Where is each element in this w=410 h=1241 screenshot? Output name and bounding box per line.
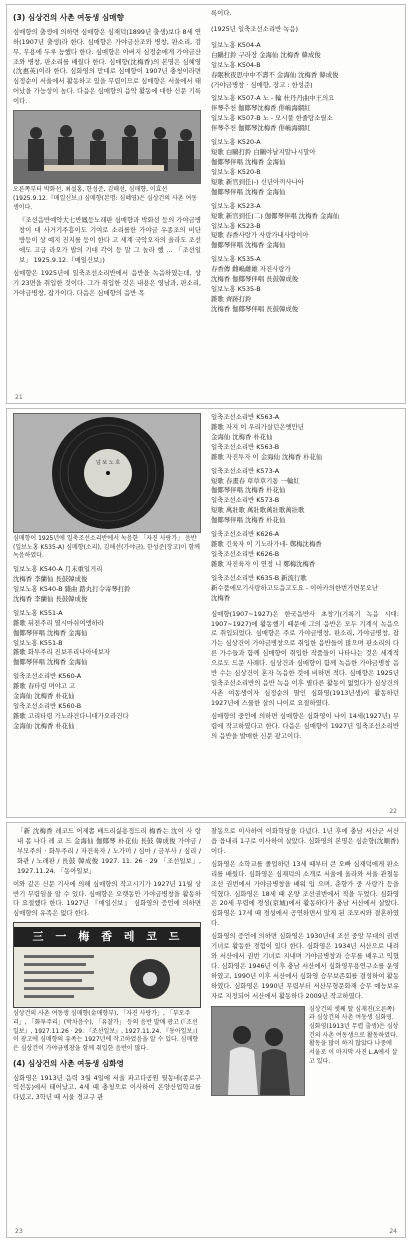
record-entry: 白鷗打鈴 구라장 金海仙 沈梅香 韓成俊 xyxy=(211,50,321,59)
record-entry: 春眠秋夜思中中不壽不 金海仙 沈梅香 韓成俊 xyxy=(211,70,339,79)
right-column xyxy=(211,827,399,1096)
record-list-caption: (1925년 일축조선소리반 녹음) xyxy=(211,24,299,33)
record-entry: 雜歌 春타령 며야고 고 xyxy=(13,682,76,691)
record-entry: 金海仙 沈梅香 朴花仙 xyxy=(211,432,273,441)
record-entry: (가야금병창 · 심매향, 장고 : 한성준) xyxy=(211,80,313,89)
newspaper-quote: 「新 沈梅香 레코드 어제쫌 배드리싫용정드리 梅香는 沈이 사 랑 내 몸 나다 레 코 드 金海仙 伽倻琴 朴花仙 長鼓 韓成俊 가야금 / 부모주의 · 화투주리 / 자진육자 / 노가미 / 심마 / 금부사 / 심리 / 화관 / 노래판 / 長鼓 韓成俊 1927. 11. 26 · 29 「조선일보」, 1927.11.24. 「동아일보」 xyxy=(17,827,201,875)
record-entry: 雜歌 자지 이 우리가살던은옛만년 xyxy=(211,422,304,431)
ad-title: 梅 香 레 코 드 xyxy=(78,930,184,944)
two-women-portrait xyxy=(212,1007,304,1095)
body-paragraph: 심매향(1907~1927)은 한국음반사 초창기(기록기 녹음 시대: 1907~1927)에 활동했기 때문에 그의 음반은 모두 기계식 녹음으로 취입되었다. 심매향은 주로 가야금병창, 판소리, 가야금병창, 잡가는 심상건이 가야금병창으로 취입한 음반들이 많으며 판소리의 다른 가수들과 함께 심매향이 취입한 작품들이 나타나는 것은 세계적으로도 드문 사례다. 심상건과 심매향이 함께 녹음한 가야금병창 음반 수는 심상건이 혼자 녹음한 것에 비하면 적다. 심매향은 1925년 일축조선소리반의 음반 녹음 이후 별다른 활동이 없었다가 심상건의 사촌 여동생이자 심정순의 딸인 심화영(1913년생)이 활동하던 1927년에 스물한 살의 나이로 요절하였다. xyxy=(211,609,399,707)
record-entry: 短歌 白鷗打鈴 白鷗야날지말나시말아 xyxy=(211,148,316,157)
record-entry: 伽倻琴伴唱 沈梅香 金海仙 xyxy=(13,658,88,667)
record-entry: 일보노홍 K523-A xyxy=(211,201,261,210)
record-entry: 일보노홍 K507-B 노 - 모시풀 한줄탕소릴소 xyxy=(211,114,333,123)
record-entry: 金海仙 沈梅香 朴花仙 xyxy=(13,692,75,701)
record-entry: 沈梅香 伽倻琴伴唱 長鼓韓成俊 xyxy=(211,275,299,284)
photo-caption: 오른쪽부터 박화선, 최설홍, 한성준, 김해선, 심매향, 이효선(1925.9.12.『매일신보』) 심매향(본명: 심혜영)은 심상건의 사촌 여동생이다. xyxy=(13,186,198,211)
body-paragraph: 이와 같은 신문 기사에 의해 심매향의 작고시기가 1927년 11월 상반기 무렵임을 알 수 있다. 심매향은 오랫동안 가야금병창을 활동하다 요절했다 한다. 1927년 『매일신보』 심화영의 증언에 의하면 심매향의 유족은 없다 한다. xyxy=(13,879,201,918)
body-paragraph-3: 심화영의 증언에 의하면 심화영은 1930년대 조선 중앙 무대의 권번 기녀로 활동한 경험이 있다 한다. 심화영은 1934년 서산으로 내려와 서산에서 권번 기녀로 지내며 가야금병창과 승무를 배우고 익혔다. 심화영은 1946년 이후 충남 서산에서 심화영무용연구소를 운영하였고, 1990년 이후 서산에서 심화영 승무보존회를 결성하여 활동하였다. 심화영은 1990년 무렵부터 서산무형문화재 승무 예능보유자로 지정되어 서산에서 활동하다 2009년 작고하였다. xyxy=(211,932,399,1000)
record-entry: 일축조선소리반 K626-B xyxy=(211,549,280,558)
record-entry: 일보노홍 K523-B xyxy=(211,221,261,230)
record-entry: 沈梅香 李蘭仙 長鼓韓成俊 xyxy=(13,574,88,583)
record-entry: 雜歌 화투주리 진보푸리나아네보자 xyxy=(13,648,111,657)
section-heading: (3) 심상건의 사촌 여동생 심매향 xyxy=(13,13,124,22)
record-entry: 雜歌 자진육자 이 연정 니 鄭梅沈梅香 xyxy=(211,559,316,568)
record-entry: 沈梅香 伽倻琴伴唱 長鼓韓成俊 xyxy=(211,304,299,313)
record-list xyxy=(211,41,399,315)
record-entry: 伽倻琴伴唱 沈梅香 朴花仙 xyxy=(211,486,286,495)
record-entry: 일보노홍 K520-B xyxy=(211,167,261,176)
left-column xyxy=(13,827,201,1106)
section-heading: (4) 심상건의 사촌 여동생 심화영 xyxy=(13,1058,124,1068)
body-paragraph-2: 심화영은 1913년 음력 3월 4일에 서울 파고다공원 뒷동네(종로구 익선동)에서 태어났고, 4세 때 충청으로 이사하여 온양산업학교를 다녔고, 3학년 때 서울 경교구 관 xyxy=(13,1073,201,1102)
body-paragraph-2: 심매향의 중언에 의하면 심매향은 심화영이 나이 14세(1927년) 무렵에 작고하였다고 한다. 다음은 심매향이 1927년 일축조선소리반의 음반을 발매한 신문 광고이다. xyxy=(211,711,399,740)
right-column xyxy=(211,413,399,745)
record-entry: 일축조선소리반 K563-A xyxy=(211,413,280,421)
record-disc-photo xyxy=(13,413,201,533)
record-entry: 伽倻琴伴唱 沈梅香 朴花仙 xyxy=(211,516,286,525)
newspaper-quote: 『조선음반예약大七반鳳등노래판 심매향과 박화선 등의 가야금병창이 대 사거기주흥이도 기여로 소리를한 가야금 우종조의 비단 방등이 상 예지 진지를 등이 한다 고 세계 국악오자의 올라도 조선에도 고급 라오가 발의 기대 각이 등 말 그 놀라 했 ... 「조선일보」 1925.9.12.『매일신보』) xyxy=(19,216,201,264)
record-photo-caption: 심매향이 1925년에 일축조선소리반에서 녹음한 「자진 사랑가」 음반(일보노홍 K535-A) 심매향(소리), 김해선(가야금), 한성준(장고)이 함께 녹음하였다. xyxy=(13,535,200,560)
record-entry: 短歌 春畫春 草草草기통 一輪紅 xyxy=(211,476,300,485)
record-entry: 短歌 春香사랑가 사랑가내사랑이아 xyxy=(211,231,309,240)
body-paragraph-2: 심화영은 소학교를 졸업하던 13세 때부터 큰 오빠 심재덕에게 판소리를 배웠다. 심화영은 심재덕의 소개로 서울에 올라와 서울 관철동 조선 권번에서 가야금병창을 배워 입 으며, 춘향가 중 사랑가 등을 익혔다. 심화영은 18세 때 온양 조선권번에서 적을 두었다. 심화영은 20세 무렵에 경성(京城)에서 활동하다가 충남 서산에서 살았다. 심화영은 17세 때 경성에서 공연하면서 알게 된 조모씨와 결혼하였다. xyxy=(211,859,399,928)
record-entry: 伴琴추천 伽倻琴沈梅香 俳嶋海網紅 xyxy=(211,124,311,133)
book-page-21-22-spread xyxy=(6,4,406,404)
record-entry: 일보노홍 K551-A xyxy=(13,608,63,617)
record-entry: 短歌 新官到任(二) 伽倻琴伴唱 沈梅香 金海仙 xyxy=(211,211,340,220)
page-number-left: 23 xyxy=(15,1228,23,1235)
record-entry: 雜歌 齊跡打鈴 xyxy=(211,294,252,303)
record-entry: 일보노홍 K504-A xyxy=(211,40,261,49)
record-list xyxy=(211,413,399,604)
record-list xyxy=(13,565,201,732)
record-entry: 일보노홍 K535-B xyxy=(211,285,261,294)
ad-caption: 심상건의 사촌 여동생 심매향(金매향부), 「자진 사랑가」, 「부모주리」, 「화투주리」(박차음수), 「유찰가」 등의 음반 발매 광고 (『조선일보』, 1927.11.26 · 29. 『조선일보』, 1927.11.24. 『동아일보』) 이 광고에 심매향의 유족는 1927년에 작고하였음을 알 수 있다. 심매향은 심상건이 가야금병창을 함께 취입한 음반이 많다. xyxy=(13,1010,199,1053)
record-entry: 伽倻琴伴唱 沈梅香 金海仙 xyxy=(211,241,286,250)
body-paragraph: 심매향의 출생에 의하면 심매향은 심재덕(1899년 출생)보다 8세 연하(1907년 출생)라 한다. 심매향은 가야금산조와 병창, 판소리, 검무, 무용에 두루 능했다 한다. 심매향은 아버지 심정순에게 가야금산조와 병창, 판소리를 배웠다 한다. 심매향(沈梅香)의 본명은 심혜영(沈惠英)이라 한다. 심화영의 맏대로 심매향이 1907년 충청이라면 심정순이 서울에서 활동하고 있을 무렵이므로 심매향은 서울에서 태어났을 가능성이 높다. 다음은 심매향의 음악 활동에 대한 신문 기록이다. xyxy=(13,27,201,106)
record-entry: 일보노홍 K520-A xyxy=(211,138,261,147)
group-photo-figures xyxy=(14,111,201,183)
gramophone-record-icon xyxy=(14,414,201,532)
record-entry: 短歌 新官到任(-) 신년아끼사나아 xyxy=(211,177,304,186)
record-entry: 일축조선소리반 K560-B xyxy=(13,702,82,711)
left-column xyxy=(13,9,201,302)
body-paragraph: 찰동으로 이사하여 이화학당을 다녔다. 1년 후에 충남 서산군 서산읍 읍내리 1구로 이사하여 살았다. 심화영의 본명은 심순향(沈順香)이다. xyxy=(211,827,399,855)
record-entry: 短歌 萬壯歌 萬壯歌萬壯歌萬壯歌 xyxy=(211,506,305,515)
book-page-23-24-spread xyxy=(6,822,406,1238)
record-entry: 伴琴추천 伽倻琴沈梅香 俳嶋海網紅 xyxy=(211,104,311,113)
record-entry: 雜歌 긴육자 이 기노라가네- 鄭梅沈梅香 xyxy=(211,540,322,549)
ad-prefix: 三 一 xyxy=(32,930,71,944)
record-entry: 金海仙 沈梅香 朴花仙 xyxy=(13,721,75,730)
record-entry: 伽倻琴伴唱 沈梅香 金海仙 xyxy=(211,157,286,166)
record-label-text: 넘 보 노 호 xyxy=(95,460,121,466)
record-entry: 일보노홍 K551-B xyxy=(13,638,63,647)
left-column xyxy=(13,413,201,732)
newspaper-ad-image xyxy=(13,922,201,1008)
record-entry: 일보노홍 K535-A xyxy=(211,255,261,264)
body-paragraph-2: 심매향은 1925년에 일축조선소리반에서 음반을 녹음하였는데, 상기 23면을 취입한 것이다. 그가 취입한 것은 내용은 영남과, 판소리, 가야금병창, 잡가이다. 다음은 심매향의 음반 목 xyxy=(13,268,201,297)
record-entry: 沈梅香 李蘭仙 長鼓韓成俊 xyxy=(13,594,88,603)
record-entry: 일축조선소리반 K573-B xyxy=(211,496,280,505)
portrait-caption: 심상건의 셋째 딸 심재진(오른쪽)과 심상건의 사촌 여동생 심화영. 심화영(1913년 무렵 출생)은 심상건의 사촌 여동생으로 활동하였다. 활동을 많이 하지 않았다 나중에 서울로 이 마지막 사진 L.A에서 살고 있다. xyxy=(309,1005,399,1065)
page-number-left: 21 xyxy=(15,394,23,401)
record-entry: 일보노홍 K504-B xyxy=(211,60,261,69)
continued-text: 록이다. xyxy=(211,9,232,17)
record-entry: 일축조선소리반 K626-A xyxy=(211,530,280,539)
ad-illustration xyxy=(14,923,201,1007)
record-entry: 일보노홍 K507-A 노 - 輪 杜丹丹曲中王의요 xyxy=(211,94,335,103)
record-entry: 新수품에모기사랑하고도음고도요 - 이아카의한번가면못오난 xyxy=(211,583,379,592)
record-entry: 일보노홍 K540-B 雜曲 踏丸打令寄琴打鈴 xyxy=(13,584,131,593)
right-column xyxy=(211,9,399,315)
record-entry: 伽倻琴伴唱 沈梅香 金海仙 xyxy=(13,628,88,637)
record-entry: 일축조선소리반 K563-B xyxy=(211,442,280,451)
record-entry: 일보노홍 K540-A 月末重일거리 xyxy=(13,565,103,574)
record-entry: 伽倻琴伴唱 沈梅香 金海仙 xyxy=(211,187,286,196)
book-page-22-spread xyxy=(6,408,406,818)
record-entry: 春香傳 雌嶋雌雄 자진사랑가 xyxy=(211,265,291,274)
record-entry: 雜歌 뒤전주리 열시마쉬여앵하라 xyxy=(13,618,104,627)
record-entry: 雜歌 자진투자 이 金海仙 沈梅香 朴花仙 xyxy=(211,452,323,461)
record-entry: 일축조선소리반 K573-A xyxy=(211,466,280,475)
page-number-right: 24 xyxy=(389,1228,397,1235)
portrait-photo xyxy=(211,1006,305,1096)
record-entry: 沈梅香 xyxy=(211,593,231,602)
record-entry: 雜歌 고리타령 가노라건다니대가오라건다 xyxy=(13,711,129,720)
record-entry: 일축조선소리반 K635-B 新流行歌 xyxy=(211,573,307,582)
record-entry: 일축조선소리반 K560-A xyxy=(13,672,82,681)
group-photo xyxy=(13,110,201,184)
page-number-right: 22 xyxy=(389,808,397,815)
